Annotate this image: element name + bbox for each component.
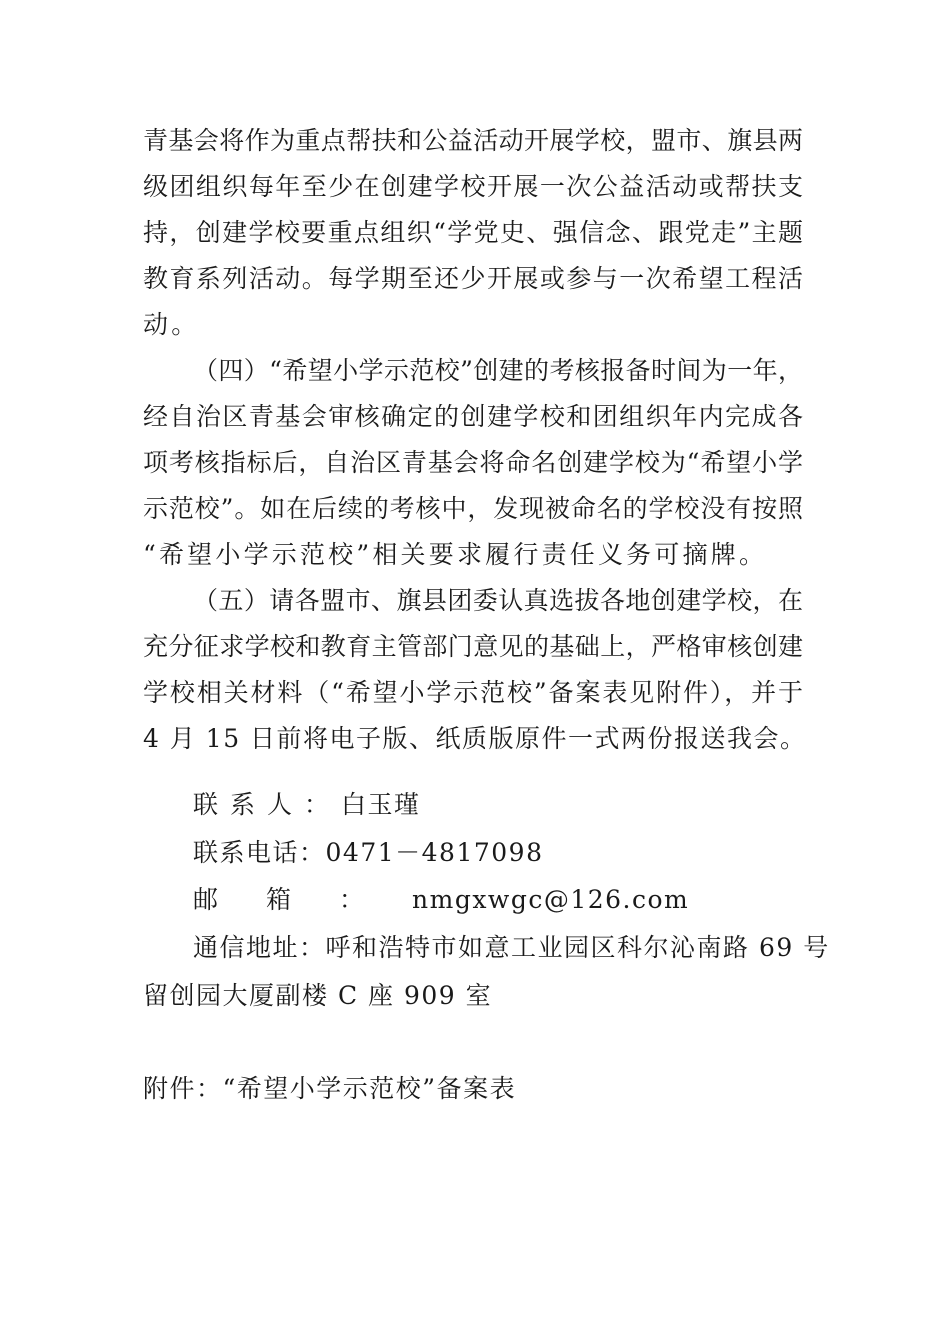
attachment-label: 附件：: [143, 1074, 223, 1103]
section-four-line: “希望小学示范校”相关要求履行责任义务可摘牌。: [143, 540, 768, 569]
contact-address: [193, 925, 830, 971]
contact-address-continuation: 留创园大厦副楼 C 座 909 室: [143, 981, 493, 1010]
contact-phone-value: 0471－4817098: [325, 838, 544, 867]
section-five-line: 充分征求学校和教育主管部门意见的基础上，严格审核创建: [143, 632, 803, 661]
paragraph-line: 持，创建学校要重点组织“学党史、强信念、跟党走”主题: [143, 218, 803, 247]
paragraph-line: 青基会将作为重点帮扶和公益活动开展学校，盟市、旗县两: [143, 126, 803, 155]
contact-phone-label: 联系电话：: [193, 838, 326, 867]
document-body: [143, 118, 807, 762]
contact-address-label: 通信地址：: [193, 933, 326, 962]
attachment-value: “希望小学示范校”备案表: [222, 1074, 517, 1103]
paragraph-line: 教育系列活动。每学期至还少开展或参与一次希望工程活: [143, 264, 803, 293]
contact-phone: [193, 830, 813, 876]
contact-email-label: 邮箱：: [193, 885, 413, 914]
section-four-line: 示范校”。如在后续的考核中，发现被命名的学校没有按照: [143, 494, 803, 523]
contact-email: [193, 877, 813, 923]
section-four-line: 项考核指标后，自治区青基会将命名创建学校为“希望小学: [143, 448, 803, 477]
contact-address-value: 呼和浩特市如意工业园区科尔沁南路 69 号: [325, 933, 830, 962]
section-four-line: 经自治区青基会审核确定的创建学校和团组织年内完成各: [143, 402, 803, 431]
contact-email-value: nmgxwgc@126.com: [412, 885, 690, 914]
contact-person-label: 联系人：: [193, 790, 342, 819]
contact-person-value: 白玉瑾: [341, 790, 421, 819]
section-five-line: （五）请各盟市、旗县团委认真选拔各地创建学校，在: [193, 586, 803, 615]
attachment-line: [143, 1066, 516, 1112]
contact-person: [193, 782, 813, 828]
section-five-line: 4 月 15 日前将电子版、纸质版原件一式两份报送我会。: [143, 724, 807, 753]
paragraph-line: 级团组织每年至少在创建学校开展一次公益活动或帮扶支: [143, 172, 803, 201]
section-five-line: 学校相关材料（“希望小学示范校”备案表见附件），并于: [143, 678, 803, 707]
paragraph-line: 动。: [143, 310, 200, 339]
section-four-line: （四）“希望小学示范校”创建的考核报备时间为一年，: [193, 356, 803, 385]
